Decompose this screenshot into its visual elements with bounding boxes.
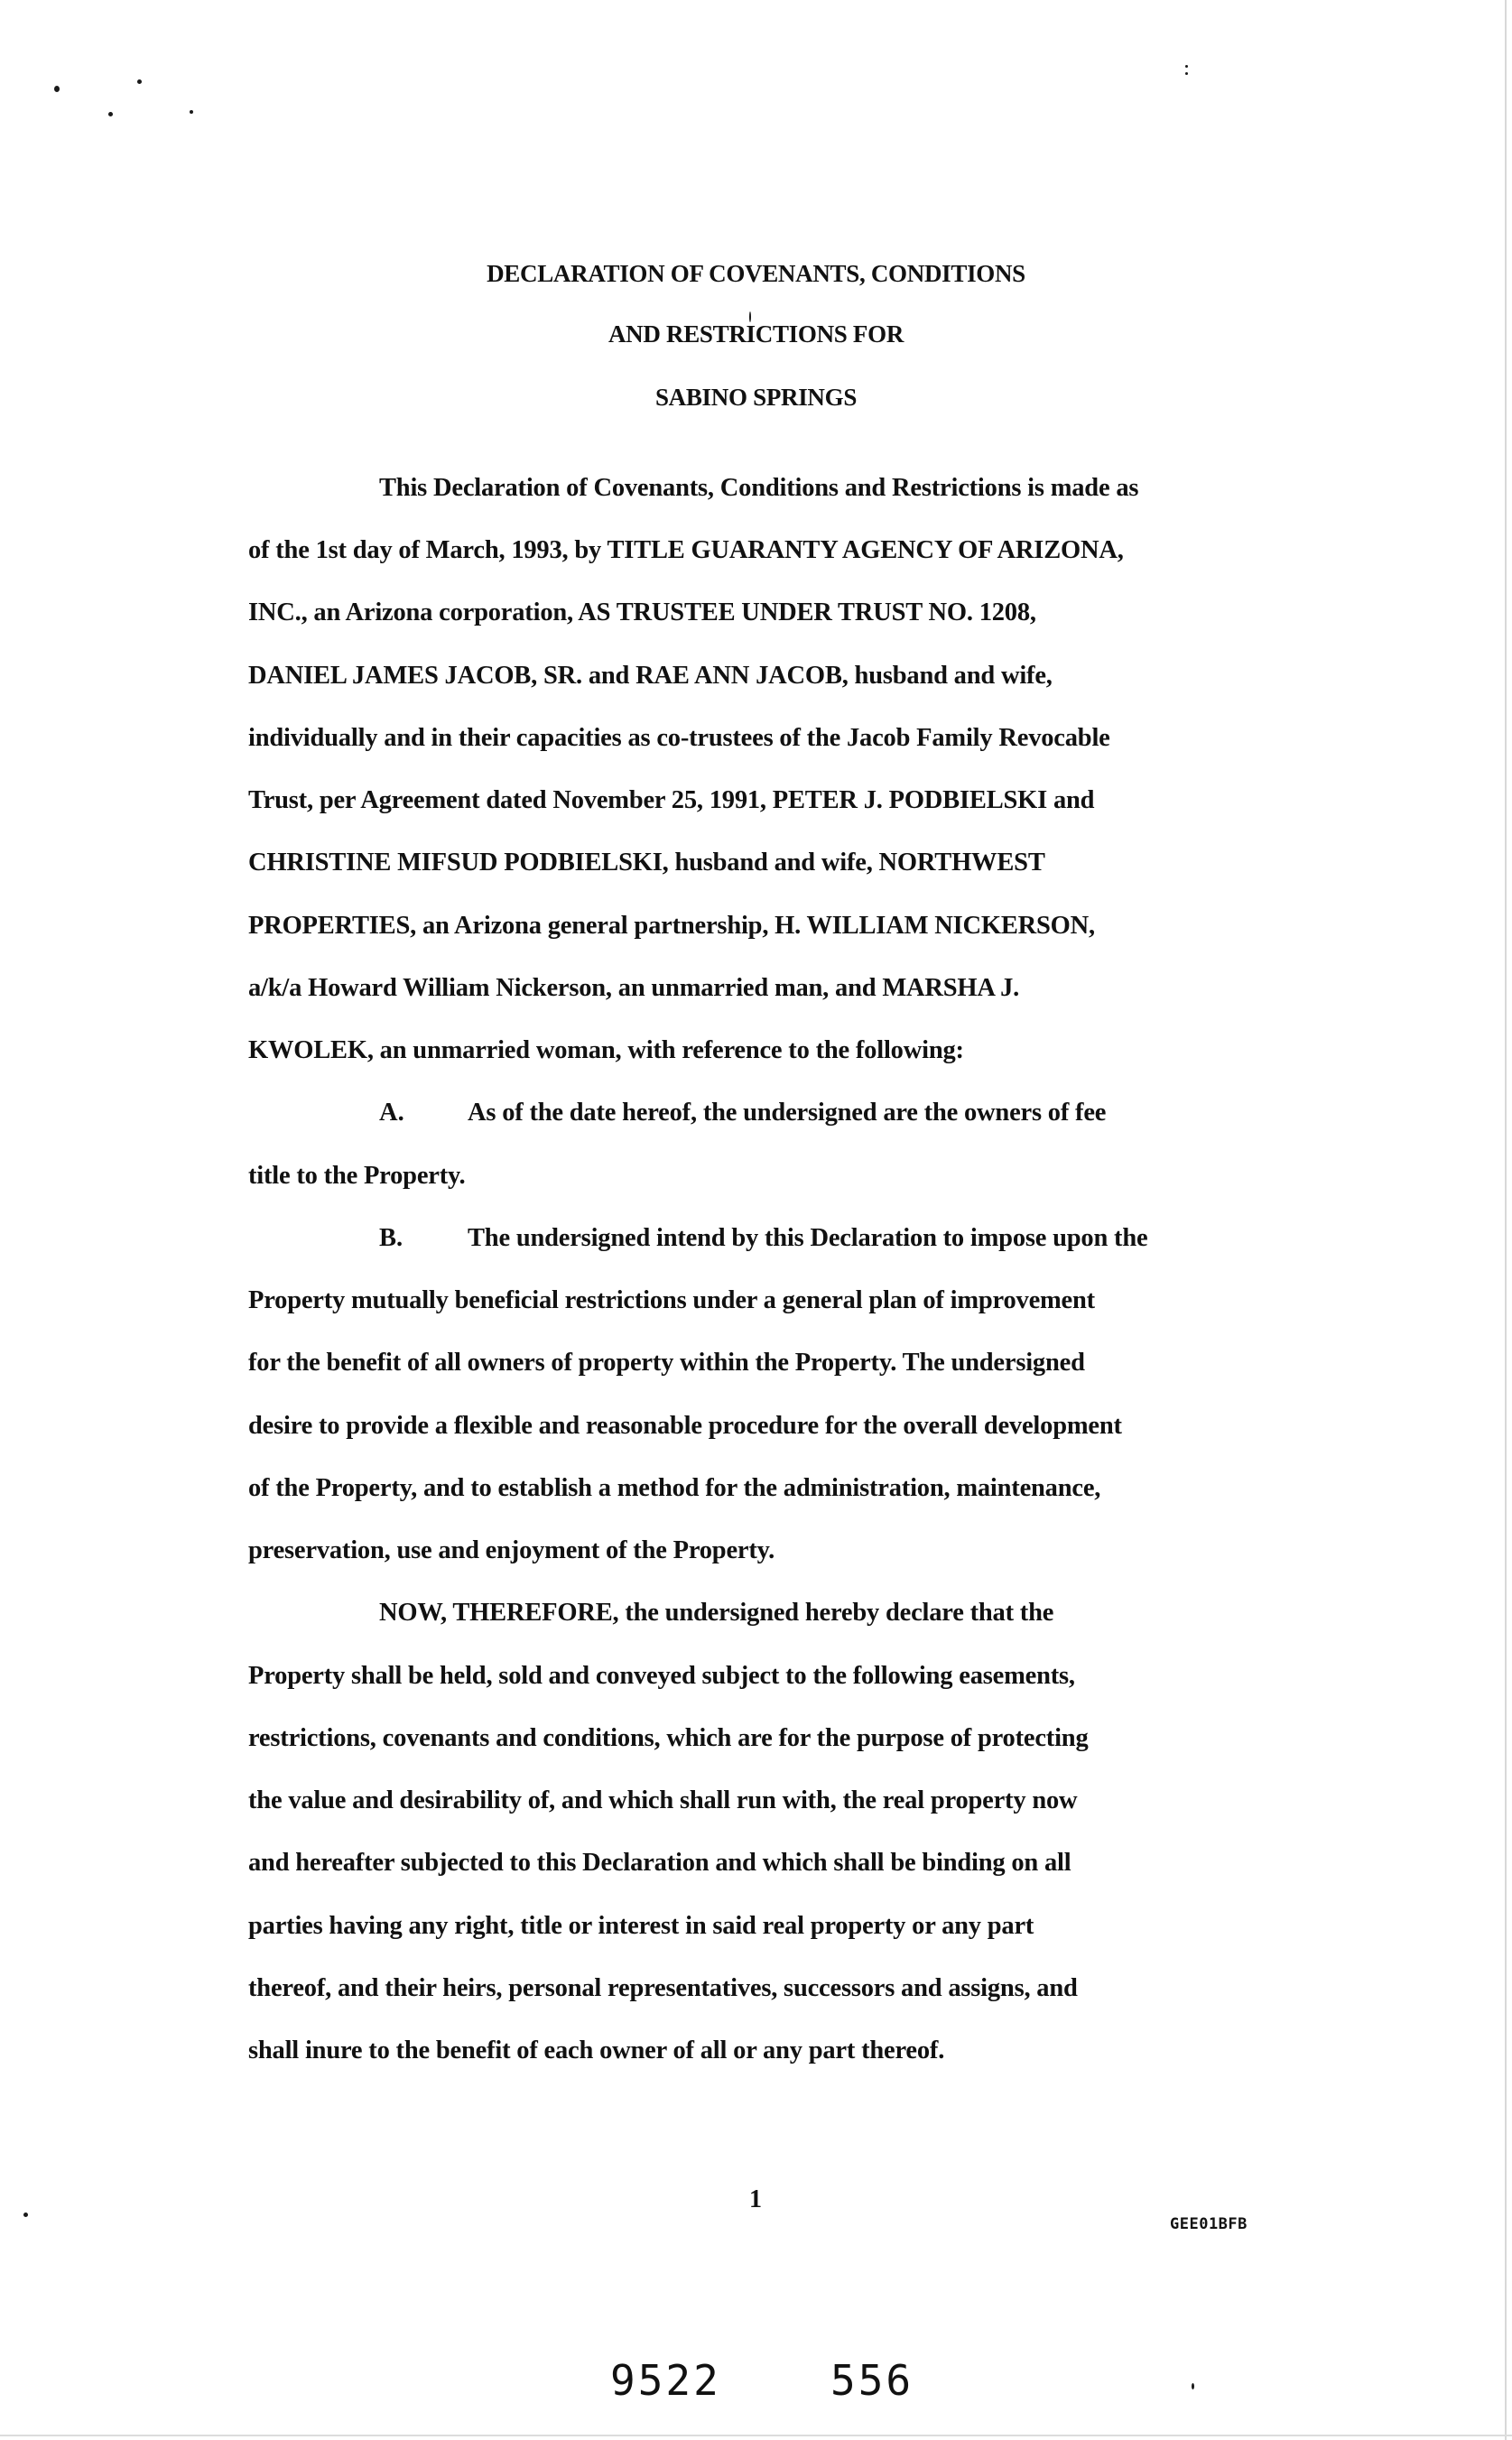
scan-speck [1185,65,1188,68]
title-line-3: SABINO SPRINGS [654,384,858,411]
title-line-2: AND RESTRICTIONS FOR [608,320,904,348]
intro-line: a/k/a Howard William Nickerson, an unmarried man, and MARSHA J. [248,974,1020,1002]
recital-b-line: preservation, use and enjoyment of the Property. [248,1536,775,1564]
intro-line: PROPERTIES, an Arizona general partnership, H. WILLIAM NICKERSON, [248,912,1095,940]
scan-speck [54,86,60,92]
recital-a-marker: A. [379,1099,404,1127]
intro-line: INC., an Arizona corporation, AS TRUSTEE UNDER TRUST NO. 1208, [248,598,1036,626]
now-line: thereof, and their heirs, personal representatives, successors and assigns, and [248,1974,1078,2002]
recital-b-line: desire to provide a flexible and reasonable procedure for the overall development [248,1412,1122,1440]
scan-speck [1185,72,1188,75]
now-line: Property shall be held, sold and conveyed subject to the following easements, [248,1662,1075,1690]
page-number: 1 [749,2185,762,2213]
recital-b-line: Property mutually beneficial restrictions under a general plan of improvement [248,1286,1095,1314]
intro-line: CHRISTINE MIFSUD PODBIELSKI, husband and wife, NORTHWEST [248,849,1045,877]
intro-line: This Declaration of Covenants, Conditions and Restrictions is made as [379,474,1139,502]
recital-b-line: of the Property, and to establish a method for the administration, maintenance, [248,1474,1101,1502]
now-line: shall inure to the benefit of each owner of all or any part thereof. [248,2036,945,2064]
scan-speck [23,2213,28,2217]
scan-speck [190,110,193,114]
now-line: the value and desirability of, and which shall run with, the real property now [248,1786,1078,1814]
now-line: parties having any right, title or interest in said real property or any part [248,1912,1034,1940]
now-line: restrictions, covenants and conditions, which are for the purpose of protecting [248,1724,1089,1752]
intro-line: KWOLEK, an unmarried woman, with reference to the following: [248,1036,964,1064]
recital-b-marker: B. [379,1224,404,1252]
document-code: GEE01BFB [1170,2215,1248,2233]
scan-edge-bottom [0,2435,1512,2436]
scan-speck [137,79,142,84]
recital-b-line: for the benefit of all owners of property within the Property. The undersigned [248,1349,1085,1377]
recording-docket: 9522 [610,2356,721,2405]
scan-speck [1192,2383,1194,2389]
intro-line: of the 1st day of March, 1993, by TITLE GUARANTY AGENCY OF ARIZONA, [248,536,1124,564]
intro-line: individually and in their capacities as co-trustees of the Jacob Family Revocable [248,724,1110,752]
recital-b-line: The undersigned intend by this Declaration to impose upon the [468,1224,1148,1252]
recital-a-line: title to the Property. [248,1162,466,1190]
intro-line: Trust, per Agreement dated November 25, 1991, PETER J. PODBIELSKI and [248,786,1095,814]
scan-speck [108,112,113,116]
now-line: and hereafter subjected to this Declaration and which shall be binding on all [248,1849,1071,1877]
intro-line: DANIEL JAMES JACOB, SR. and RAE ANN JACOB, husband and wife, [248,662,1053,690]
title-line-1: DECLARATION OF COVENANTS, CONDITIONS [487,260,1025,287]
now-line: NOW, THEREFORE, the undersigned hereby declare that the [379,1599,1054,1627]
recording-page: 556 [830,2356,914,2405]
recital-a-line: As of the date hereof, the undersigned are the owners of fee [468,1099,1107,1127]
scan-edge-right [1505,0,1507,2440]
